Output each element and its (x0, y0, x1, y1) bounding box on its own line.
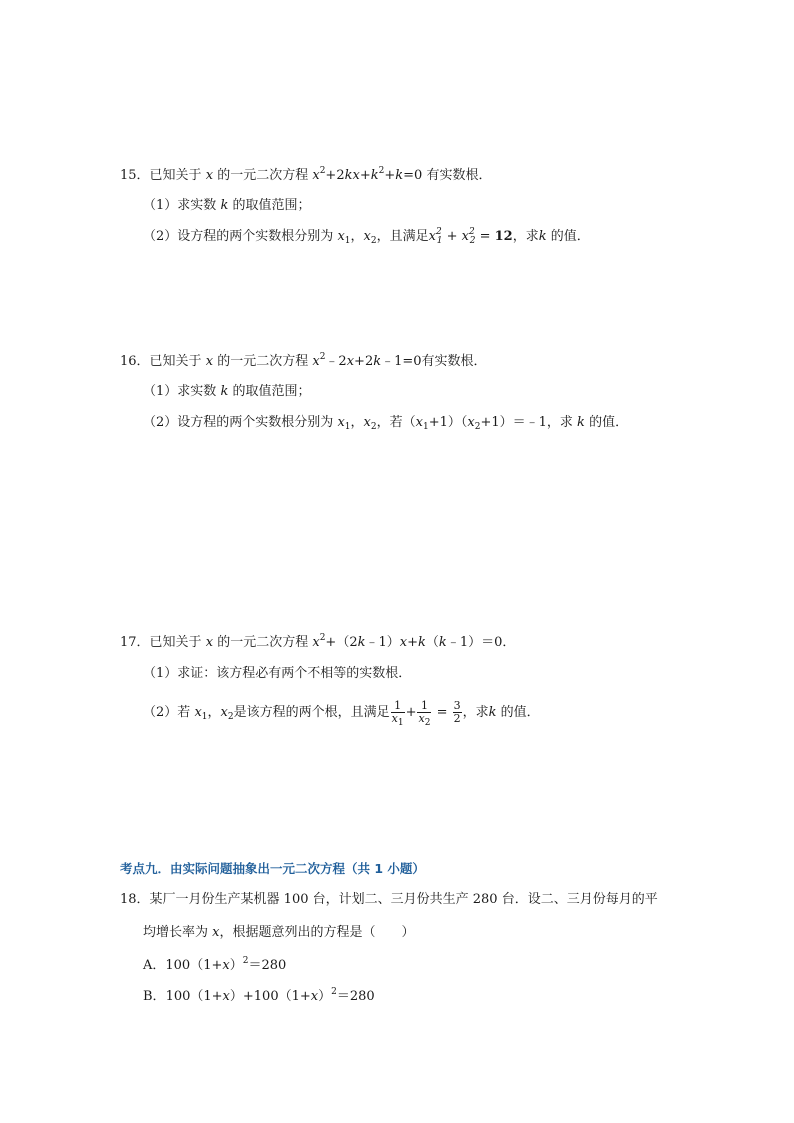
question-17-part-2: （2）若 $x_1$，$x_2$是该方程的两个根，且满足 $\frac{1}{x_1}$ + $\frac{1}{x_2}$ = $\frac{3}{2}$ ，求k 的值． (143, 699, 540, 728)
equation: $x^2﹣2x+2k﹣1=0$ (312, 352, 422, 369)
question-16-stem: 16．已知关于 x 的一元二次方程 $x^2﹣2x+2k﹣1=0$有实数根． (120, 352, 487, 369)
option-label: B． (143, 989, 166, 1004)
question-17-part-1: （1）求证：该方程必有两个不相等的实数根． (143, 666, 412, 681)
question-16-part-2: （2）设方程的两个实数根分别为 $x_1$，$x_2$，若$(x_1+1)(x_2+1)=﹣1$，求 k 的值． (143, 415, 629, 432)
equation: $x^2+2kx+k^2+k=0$ (312, 166, 423, 183)
question-18-stem-line-2: 均增长率为 x，根据题意列出的方程是（ ） (143, 925, 415, 940)
question-number: 18． (120, 892, 150, 907)
question-number: 17． (120, 635, 150, 650)
equation: $x^2+(2k﹣1)x+k(k﹣1)=0$． (312, 633, 516, 650)
question-15-part-2: （2）设方程的两个实数根分别为 $x_1$，$x_2$，且满足$x^2_1 + x^2_2 = 12$，求k 的值． (143, 227, 590, 246)
option-a: A．$100(1+x)^2=280$ (143, 956, 287, 973)
option-label: A． (143, 958, 166, 973)
question-16-part-1: （1）求实数 k 的取值范围； (143, 384, 311, 399)
question-15-stem: 15．已知关于 x 的一元二次方程 $x^2+2kx+k^2+k=0$ 有实数根． (120, 166, 492, 183)
section-heading: 考点九．由实际问题抽象出一元二次方程（共 1 小题） (120, 861, 425, 876)
fraction-1-over-x1: $\frac{1}{x_1}$ (391, 699, 404, 728)
question-17-stem: 17．已知关于 x 的一元二次方程 $x^2+(2k﹣1)x+k(k﹣1)=0$． (120, 633, 516, 650)
option-b: B．$100(1+x)+100(1+x)^2=280$ (143, 987, 375, 1004)
question-number: 16． (120, 354, 150, 369)
question-18-stem-line-1: 18．某厂一月份生产某机器 100 台，计划二、三月份共生产 280 台．设二、三月份每月的平 (120, 892, 658, 907)
sum-of-squares-formula: $x^2_1 + x^2_2 = 12$ (428, 227, 513, 246)
fraction-1-over-x2: $\frac{1}{x_2}$ (418, 699, 431, 728)
question-number: 15． (120, 168, 150, 183)
fraction-3-over-2: $\frac{3}{2}$ (453, 699, 461, 725)
question-15-part-1: （1）求实数 k 的取值范围； (143, 198, 311, 213)
